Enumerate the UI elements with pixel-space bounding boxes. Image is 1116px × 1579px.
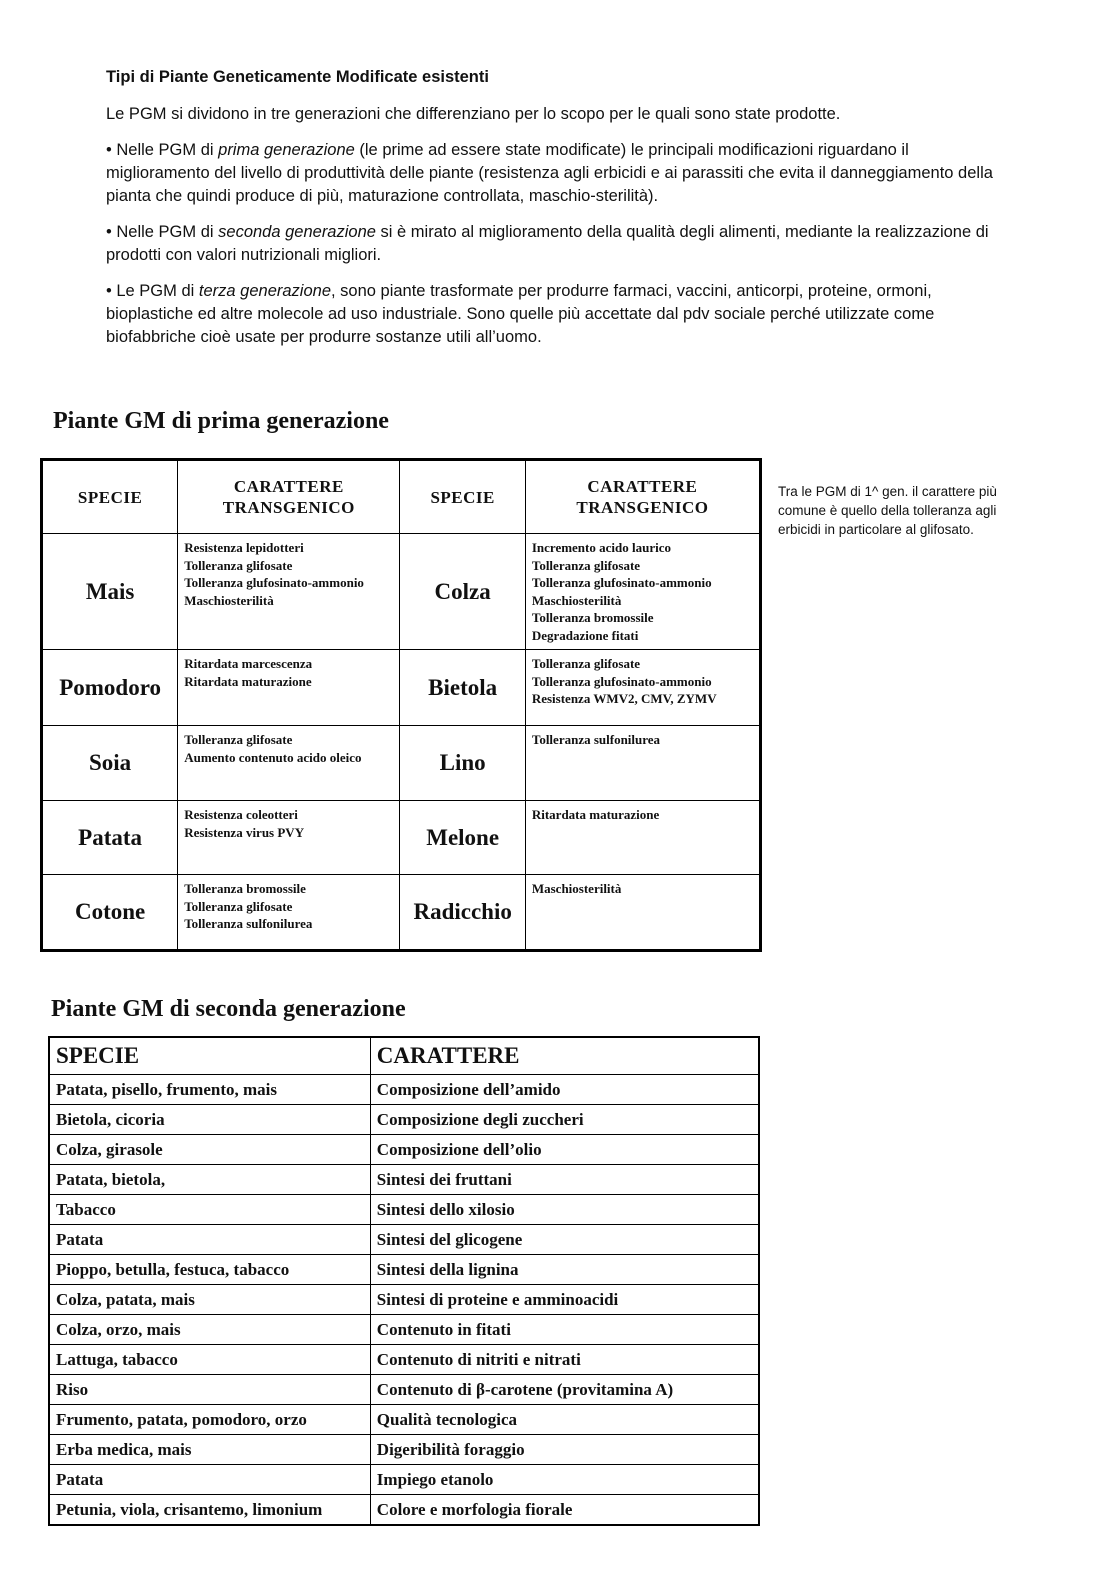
paragraph-text: , sono piante trasformate per produrre farmaci, vaccini, anticorpi, proteine, ormoni, bioplastiche ed altre molecole ad uso industriale. Sono quelle più accettate dal pdv sociale perché utilizzate come biofabbriche cioè usate per produrre sostanze utili all’uomo. [106,282,935,346]
trait-cell: Qualità tecnologica [370,1405,759,1435]
trait-cell: Composizione dell’olio [370,1135,759,1165]
trait-item: Ritardata maturazione [184,673,312,689]
trait-item: Tolleranza glifosate [531,557,641,573]
trait-item: Tolleranza sulfonilurea [531,732,661,747]
trait-item: Maschiosterilità [531,881,622,896]
trait-cell [525,875,760,951]
trait-cell: Sintesi di proteine e amminoacidi [370,1285,759,1315]
trait-cell [525,801,760,875]
species-cell: Bietola [400,650,525,726]
species-cell: Soia [42,726,178,801]
table-row [49,1165,759,1195]
trait-cell: Colore e morfologia fiorale [370,1495,759,1526]
trait-item: Aumento contenuto acido oleico [184,749,362,765]
trait-item: Tolleranza glufosinato-ammonio [184,575,364,590]
species-cell: Melone [400,801,525,875]
intro-paragraph [106,221,1016,267]
intro-title: Tipi di Piante Geneticamente Modificate esistenti [106,68,489,86]
species-cell: Lattuga, tabacco [49,1345,370,1375]
trait-item: Resistenza lepidotteri [184,540,304,555]
table-row [42,534,761,650]
table-row [49,1465,759,1495]
species-cell: Lino [400,726,525,801]
table-row [49,1375,759,1405]
trait-cell: Composizione degli zuccheri [370,1105,759,1135]
trait-item: Degradazione fitati [531,627,639,643]
species-cell: Patata [49,1225,370,1255]
table-row [49,1105,759,1135]
paragraph-text: • Nelle PGM di [106,141,219,159]
second-gen-table [48,1036,760,1526]
trait-cell [178,650,400,726]
species-cell: Bietola, cicoria [49,1105,370,1135]
trait-item: Tolleranza sulfonilurea [184,916,313,931]
trait-item: Tolleranza glufosinato-ammonio [531,575,712,590]
trait-item: Ritardata maturazione [531,807,660,822]
paragraph-emphasis: terza generazione [198,282,331,300]
trait-cell [525,726,760,801]
table-row [49,1345,759,1375]
table-row [49,1255,759,1285]
species-cell: Colza [400,534,525,650]
table-header-row [49,1037,759,1075]
table-row [42,650,761,726]
trait-item: Resistenza coleotteri [184,807,298,822]
first-gen-table [40,458,762,952]
species-cell: Patata, pisello, frumento, mais [49,1075,370,1105]
paragraph-text: si è mirato al miglioramento della qualità degli alimenti, mediante la realizzazione di prodotti con valori nutrizionali migliori. [106,223,989,264]
table-row [49,1075,759,1105]
species-cell: Colza, orzo, mais [49,1315,370,1345]
species-cell: Patata [42,801,178,875]
second-gen-table-body [49,1075,759,1526]
paragraph-text: Le PGM si dividono in tre generazioni che differenziano per lo scopo per le quali sono state prodotte. [106,105,841,123]
paragraph-text: • Nelle PGM di [106,223,219,241]
trait-cell [178,875,400,951]
table-row [49,1405,759,1435]
trait-cell: Sintesi della lignina [370,1255,759,1285]
species-cell: Mais [42,534,178,650]
trait-item: Resistenza virus PVY [184,824,305,840]
species-cell: Pomodoro [42,650,178,726]
first-gen-heading: Piante GM di prima generazione [53,408,389,434]
trait-cell [178,726,400,801]
trait-item: Tolleranza glifosate [184,732,293,747]
col-header-species: SPECIE [42,460,178,534]
trait-cell: Sintesi dei fruttani [370,1165,759,1195]
side-note: Tra le PGM di 1^ gen. il carattere più comune è quello della tolleranza agli erbicidi in particolare al glifosato. [778,484,997,537]
trait-cell: Contenuto di nitriti e nitrati [370,1345,759,1375]
trait-cell: Impiego etanolo [370,1465,759,1495]
table-row [42,726,761,801]
col-header-trait: CARATTERE TRANSGENICO [178,460,400,534]
table-row [49,1135,759,1165]
trait-cell: Digeribilità foraggio [370,1435,759,1465]
trait-item: Tolleranza glifosate [184,898,293,914]
trait-item: Tolleranza glufosinato-ammonio [531,673,712,689]
intro-paragraph [106,103,1016,126]
paragraph-emphasis: prima generazione [218,141,355,159]
col-header-species: SPECIE [49,1037,370,1075]
species-cell: Colza, girasole [49,1135,370,1165]
intro-section [106,66,1016,362]
table-header-row [42,460,761,534]
species-cell: Erba medica, mais [49,1435,370,1465]
intro-paragraph [106,280,1016,349]
trait-item: Tolleranza glifosate [531,656,641,671]
paragraph-emphasis: seconda generazione [218,223,376,241]
species-cell: Petunia, viola, crisantemo, limonium [49,1495,370,1526]
trait-cell: Contenuto di β-carotene (provitamina A) [370,1375,759,1405]
table-row [42,801,761,875]
species-cell: Riso [49,1375,370,1405]
trait-cell [525,534,760,650]
species-cell: Patata [49,1465,370,1495]
col-header-species: SPECIE [400,460,525,534]
trait-item: Tolleranza bromossile [184,881,306,896]
species-cell: Colza, patata, mais [49,1285,370,1315]
trait-item: Tolleranza glifosate [184,557,293,573]
species-cell: Tabacco [49,1195,370,1225]
table-row [49,1435,759,1465]
table-row [49,1225,759,1255]
col-header-trait: CARATTERE [370,1037,759,1075]
table-row [49,1195,759,1225]
trait-cell: Contenuto in fitati [370,1315,759,1345]
trait-cell [525,650,760,726]
trait-cell: Sintesi del glicogene [370,1225,759,1255]
paragraph-text: • Le PGM di [106,282,199,300]
trait-item: Maschiosterilità [531,592,622,608]
trait-item: Resistenza WMV2, CMV, ZYMV [531,691,717,706]
table-row [49,1285,759,1315]
trait-cell: Composizione dell’amido [370,1075,759,1105]
species-cell: Frumento, patata, pomodoro, orzo [49,1405,370,1435]
table-row [49,1495,759,1526]
table-row [42,875,761,951]
trait-item: Tolleranza bromossile [531,610,654,625]
table-row [49,1315,759,1345]
paragraph-text: (le prime ad essere state modificate) le principali modificazioni riguardano il miglioramento del livello di produttività delle piante (resistenza agli erbicidi e ai parassiti che evita il danneggiamento della pianta che quindi produce di più, maturazione controllata, maschio-sterilità). [106,141,993,205]
trait-item: Maschiosterilità [184,592,274,608]
second-gen-heading: Piante GM di seconda generazione [51,996,406,1022]
trait-item: Incremento acido laurico [531,540,671,555]
trait-cell: Sintesi dello xilosio [370,1195,759,1225]
trait-cell [178,801,400,875]
intro-paragraph [106,139,1016,208]
trait-item: Ritardata marcescenza [184,656,313,671]
trait-cell [178,534,400,650]
species-cell: Patata, bietola, [49,1165,370,1195]
species-cell: Pioppo, betulla, festuca, tabacco [49,1255,370,1285]
species-cell: Cotone [42,875,178,951]
species-cell: Radicchio [400,875,525,951]
col-header-trait: CARATTERE TRANSGENICO [525,460,760,534]
first-gen-table-body [42,534,761,951]
